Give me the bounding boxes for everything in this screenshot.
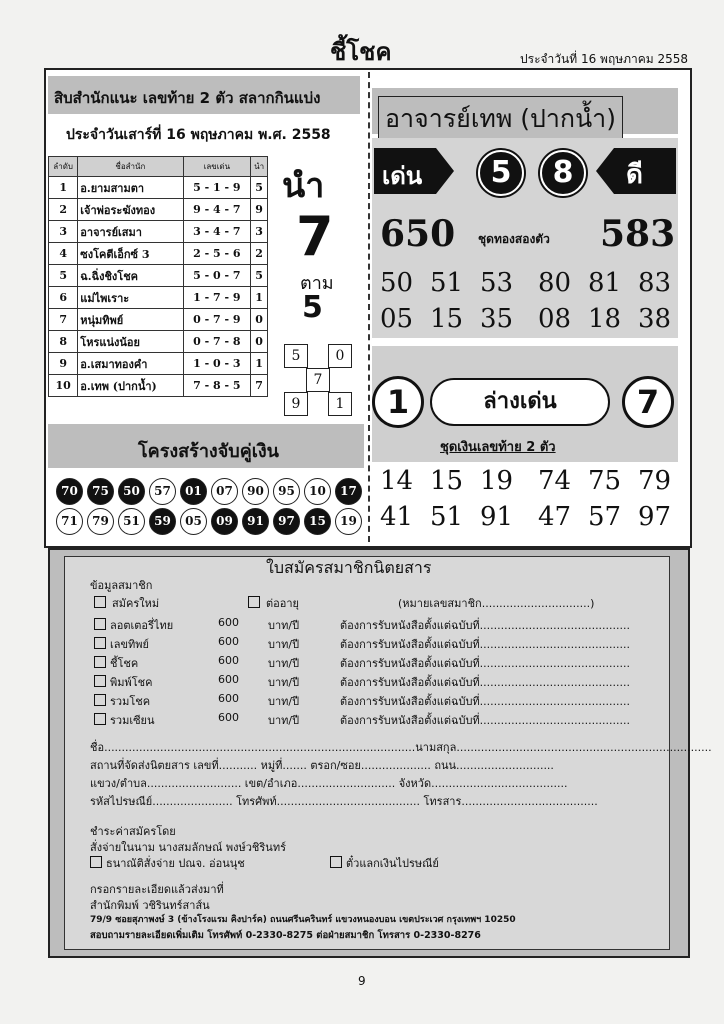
- table-cell: อ.เทพ (ปากน้ำ): [78, 375, 183, 397]
- magazine-checkbox[interactable]: [94, 713, 106, 725]
- grid-cell: 1: [328, 392, 352, 416]
- pair-circle: 71: [56, 508, 83, 535]
- number-cell: 38: [638, 304, 672, 334]
- table-header-cell: เลขเด่น: [183, 157, 251, 177]
- right-title: อาจารย์เทพ (ปากน้ำ): [378, 96, 623, 142]
- address-line-2[interactable]: แขวง/ตำบล........................... เขต/อำเภอ............................ จังหวัด.......................................: [90, 777, 568, 790]
- renew-label: ต่ออายุ: [266, 597, 299, 610]
- magazine-price: 600: [218, 654, 239, 667]
- new-checkbox[interactable]: [94, 596, 106, 608]
- pair-circle: 70: [56, 478, 83, 505]
- dee-label: ดี: [626, 160, 643, 190]
- number-cell: 81: [588, 268, 622, 298]
- table-cell: 0 - 7 - 8: [183, 331, 251, 353]
- grid-cell: 0: [328, 344, 352, 368]
- table-cell: 7 - 8 - 5: [183, 375, 251, 397]
- magazine-checkbox[interactable]: [94, 618, 106, 630]
- renew-checkbox[interactable]: [248, 596, 260, 608]
- number-cell: 14: [380, 466, 414, 496]
- pair-circle: 19: [335, 508, 362, 535]
- magazine-name: ลอตเตอรี่ไทย: [110, 619, 174, 632]
- den-banner: [374, 148, 454, 194]
- table-cell: 7: [251, 375, 268, 397]
- publisher-address: 79/9 ซอยสุภาพงษ์ 3 (ข้างโรงแรม คิงปาร์ค) ถนนศรีนครินทร์ แขวงหนองบอน เขตประเวศ กรุงเทพฯ 10250: [90, 915, 516, 925]
- magazine-unit: บาท/ปี: [268, 638, 300, 651]
- magazine-unit: บาท/ปี: [268, 676, 300, 689]
- page-number: 9: [358, 974, 366, 988]
- lower-number-a: 1: [372, 376, 424, 428]
- pair-circle: 09: [211, 508, 238, 535]
- table-cell: หนุ่มทิพย์: [78, 309, 183, 331]
- pair-circle: 01: [180, 478, 207, 505]
- table-row: [49, 177, 268, 199]
- dee-banner: [596, 148, 676, 194]
- pair-circle: 75: [87, 478, 114, 505]
- magazine-name: รวมเซียน: [110, 714, 155, 727]
- table-cell: 2 - 5 - 6: [183, 243, 251, 265]
- magazine-name: รวมโชค: [110, 695, 151, 708]
- structure-header: [48, 424, 364, 468]
- magazine-price: 600: [218, 692, 239, 705]
- magazine-price: 600: [218, 616, 239, 629]
- table-cell: 5: [251, 177, 268, 199]
- table-row: [49, 243, 268, 265]
- magazine-price: 600: [218, 711, 239, 724]
- gold-number-right: 583: [600, 213, 676, 255]
- table-row: [49, 331, 268, 353]
- cut-line: [368, 72, 370, 542]
- table-cell: 2: [49, 199, 78, 221]
- table-cell: 8: [49, 331, 78, 353]
- left-date: ประจำวันเสาร์ที่ 16 พฤษภาคม พ.ศ. 2558: [66, 127, 331, 143]
- grid-cell: 5: [284, 344, 308, 368]
- pair-circles: [56, 478, 366, 538]
- table-row: [49, 199, 268, 221]
- number-cell: 19: [480, 466, 514, 496]
- magazine-unit: บาท/ปี: [268, 657, 300, 670]
- bank-checkbox[interactable]: [90, 856, 102, 868]
- pay-to: สั่งจ่ายในนาม นางสมลักษณ์ พงษ์วชิรินทร์: [90, 841, 286, 854]
- pair-circle: 07: [211, 478, 238, 505]
- pair-circle: 57: [149, 478, 176, 505]
- lead-number: 7: [296, 205, 334, 268]
- table-cell: 5: [49, 265, 78, 287]
- magazine-unit: บาท/ปี: [268, 695, 300, 708]
- pair-circle: 10: [304, 478, 331, 505]
- pair-circle: 15: [304, 508, 331, 535]
- postal-label: ตั๋วแลกเงินไปรษณีย์: [346, 857, 439, 870]
- table-header-cell: นำ: [251, 157, 268, 177]
- left-title: สิบสำนักแนะ เลขท้าย 2 ตัว สลากกินแบ่ง: [54, 89, 321, 107]
- pair-circle: 95: [273, 478, 300, 505]
- table-row: [49, 375, 268, 397]
- right-header: [372, 88, 678, 134]
- table-cell: อ.ยามสามตา: [78, 177, 183, 199]
- number-cell: 15: [430, 304, 464, 334]
- start-issue-field[interactable]: ต้องการรับหนังสือตั้งแต่ฉบับที่...........................................: [340, 619, 631, 632]
- table-cell: 5 - 1 - 9: [183, 177, 251, 199]
- table-cell: เจ้าพ่อระฆังทอง: [78, 199, 183, 221]
- magazine-name: พิมพ์โชค: [110, 676, 153, 689]
- table-cell: 7: [49, 309, 78, 331]
- grid-cell: 9: [284, 392, 308, 416]
- table-cell: อาจารย์เสมา: [78, 221, 183, 243]
- magazine-checkbox[interactable]: [94, 675, 106, 687]
- number-cell: 80: [538, 268, 572, 298]
- table-cell: 1 - 7 - 9: [183, 287, 251, 309]
- address-line-1[interactable]: สถานที่จัดส่งนิตยสาร เลขที่........... หมู่ที่....... ตรอก/ซอย.................... ถนน............................: [90, 759, 554, 772]
- postal-checkbox[interactable]: [330, 856, 342, 868]
- contact-line: สอบถามรายละเอียดเพิ่มเติม โทรศัพท์ 0-2330-8275 ต่อฝ่ายสมาชิก โทรสาร 0-2330-8276: [90, 930, 481, 941]
- table-cell: 0: [251, 309, 268, 331]
- table-row: [49, 287, 268, 309]
- table-cell: 4: [49, 243, 78, 265]
- pair-circle: 51: [118, 508, 145, 535]
- table-header-cell: ลำดับ: [49, 157, 78, 177]
- table-cell: 1 - 0 - 3: [183, 353, 251, 375]
- table-row: [49, 221, 268, 243]
- table-header-cell: ชื่อสำนัก: [78, 157, 183, 177]
- number-cell: 18: [588, 304, 622, 334]
- member-no-field[interactable]: (หมายเลขสมาชิก...............................): [398, 597, 595, 610]
- pair-circle: 91: [242, 508, 269, 535]
- table-cell: โหรแน่งน้อย: [78, 331, 183, 353]
- gold-number-left: 650: [380, 213, 456, 255]
- magazine-checkbox[interactable]: [94, 637, 106, 649]
- start-issue-field[interactable]: ต้องการรับหนังสือตั้งแต่ฉบับที่...........................................: [340, 638, 631, 651]
- number-cell: 83: [638, 268, 672, 298]
- lower-pill: ล่างเด่น: [430, 378, 610, 426]
- magazine-name: ชี้โชค: [110, 657, 139, 670]
- magazine-checkbox[interactable]: [94, 694, 106, 706]
- table-cell: 9: [49, 353, 78, 375]
- form-title: ใบสมัครสมาชิกนิตยสาร: [266, 558, 432, 577]
- name-field[interactable]: ชื่อ.........................................................................................นามสกุล.........................................................................: [90, 741, 712, 754]
- number-cell: 57: [588, 502, 622, 532]
- table-cell: 3 - 4 - 7: [183, 221, 251, 243]
- table-cell: 9: [251, 199, 268, 221]
- new-label: สมัครใหม่: [112, 597, 160, 610]
- pair-circle: 97: [273, 508, 300, 535]
- number-cell: 50: [380, 268, 414, 298]
- number-cell: 15: [430, 466, 464, 496]
- send-to-label: กรอกรายละเอียดแล้วส่งมาที่: [90, 883, 224, 896]
- number-cell: 51: [430, 502, 464, 532]
- pair-circle: 79: [87, 508, 114, 535]
- silver-label: ชุดเงินเลขท้าย 2 ตัว: [440, 440, 556, 455]
- start-issue-field[interactable]: ต้องการรับหนังสือตั้งแต่ฉบับที่...........................................: [340, 695, 631, 708]
- magazine-unit: บาท/ปี: [268, 619, 300, 632]
- table-cell: 1: [49, 177, 78, 199]
- table-cell: 9 - 4 - 7: [183, 199, 251, 221]
- number-cell: 35: [480, 304, 514, 334]
- bank-label: ธนาณัติสั่งจ่าย ปณจ. อ่อนนุช: [106, 857, 245, 870]
- gold-label: ชุดทองสองตัว: [478, 232, 550, 246]
- number-cell: 51: [430, 268, 464, 298]
- table-cell: 0: [251, 331, 268, 353]
- start-issue-field[interactable]: ต้องการรับหนังสือตั้งแต่ฉบับที่...........................................: [340, 714, 631, 727]
- pair-circle: 90: [242, 478, 269, 505]
- den-label: เด่น: [382, 162, 423, 190]
- table-cell: 0 - 7 - 9: [183, 309, 251, 331]
- number-cell: 47: [538, 502, 572, 532]
- number-cell: 79: [638, 466, 672, 496]
- pay-title: ชำระค่าสมัครโดย: [90, 825, 176, 838]
- pair-circle: 50: [118, 478, 145, 505]
- table-cell: แม่ไพเราะ: [78, 287, 183, 309]
- number-cell: 41: [380, 502, 414, 532]
- follow-label: ตาม: [300, 273, 334, 294]
- magazine-unit: บาท/ปี: [268, 714, 300, 727]
- table-cell: 5: [251, 265, 268, 287]
- pair-circle: 59: [149, 508, 176, 535]
- table-cell: 6: [49, 287, 78, 309]
- table-cell: 2: [251, 243, 268, 265]
- table-cell: ซงโคตีเอ็กซ์ 3: [78, 243, 183, 265]
- table-cell: 1: [251, 287, 268, 309]
- number-cell: 53: [480, 268, 514, 298]
- magazine-price: 600: [218, 673, 239, 686]
- magazine-name: เลขทิพย์: [110, 638, 149, 651]
- table-cell: 3: [251, 221, 268, 243]
- pair-circle: 05: [180, 508, 207, 535]
- table-cell: 3: [49, 221, 78, 243]
- table-cell: ฉ.ฉิ่งชิงโชค: [78, 265, 183, 287]
- table-cell: 5 - 0 - 7: [183, 265, 251, 287]
- left-header: [48, 76, 360, 114]
- number-cell: 91: [480, 502, 514, 532]
- magazine-price: 600: [218, 635, 239, 648]
- start-issue-field[interactable]: ต้องการรับหนังสือตั้งแต่ฉบับที่...........................................: [340, 676, 631, 689]
- member-info-label: ข้อมูลสมาชิก: [90, 579, 153, 592]
- den-number-a: 5: [478, 150, 524, 196]
- number-cell: 75: [588, 466, 622, 496]
- lead-label: นำ: [282, 166, 325, 206]
- table-row: [49, 309, 268, 331]
- table-cell: 1: [251, 353, 268, 375]
- table-row: [49, 265, 268, 287]
- table-row: [49, 353, 268, 375]
- number-cell: 97: [638, 502, 672, 532]
- ten-houses-table: [48, 156, 268, 397]
- number-cell: 05: [380, 304, 414, 334]
- address-line-3[interactable]: รหัสไปรษณีย์....................... โทรศัพท์......................................... โทรสาร.......................................: [90, 795, 598, 808]
- lower-number-b: 7: [622, 376, 674, 428]
- magazine-checkbox[interactable]: [94, 656, 106, 668]
- structure-title: โครงสร้างจับคู่เงิน: [138, 441, 279, 462]
- number-cell: 74: [538, 466, 572, 496]
- number-cell: 08: [538, 304, 572, 334]
- table-cell: 10: [49, 375, 78, 397]
- grid-cell: 7: [306, 368, 330, 392]
- magazine-logo: ชี้โชค: [330, 37, 392, 66]
- start-issue-field[interactable]: ต้องการรับหนังสือตั้งแต่ฉบับที่...........................................: [340, 657, 631, 670]
- table-cell: อ.เสมาทองคำ: [78, 353, 183, 375]
- publisher-name: สำนักพิมพ์ วชิรินทร์สาส์น: [90, 899, 210, 912]
- pair-circle: 17: [335, 478, 362, 505]
- follow-number: 5: [302, 290, 323, 325]
- issue-date: ประจำวันที่ 16 พฤษภาคม 2558: [520, 52, 689, 66]
- den-number-b: 8: [540, 150, 586, 196]
